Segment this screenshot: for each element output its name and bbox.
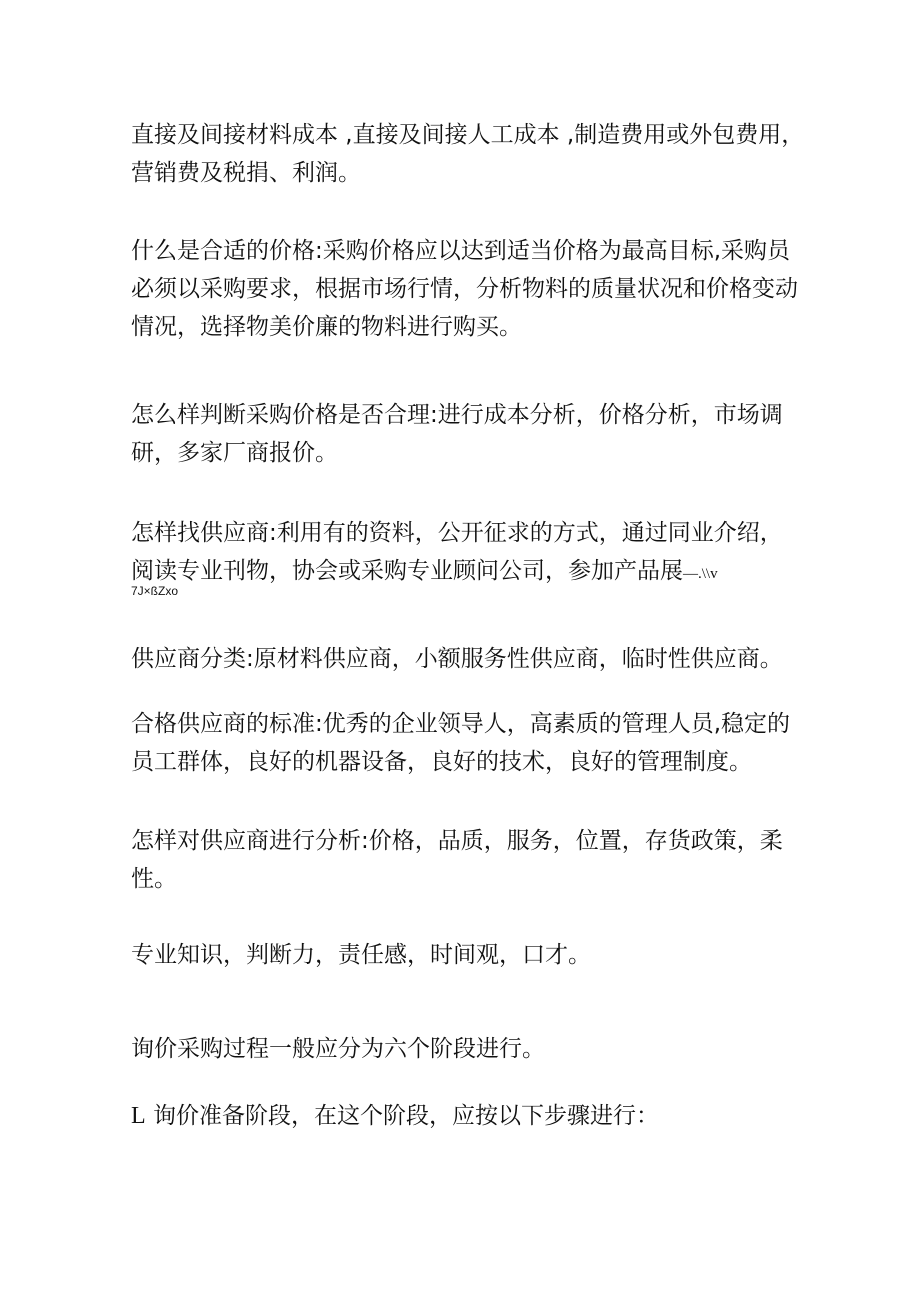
text-line: 必须以采购要求，根据市场行情，分析物料的质量状况和价格变动 bbox=[131, 276, 798, 302]
paragraph-supplier-types bbox=[131, 640, 811, 678]
text-line: 专业知识，判断力，责任感，时间观，口才。 bbox=[131, 942, 591, 968]
text-line: 合格供应商的标准:优秀的企业领导人，高素质的管理人员,稳定的 bbox=[131, 711, 791, 737]
paragraph-supplier-analysis bbox=[131, 822, 811, 898]
text-line: 性。 bbox=[131, 866, 177, 892]
list-marker: L bbox=[131, 1103, 146, 1129]
text-line: 研，多家厂商报价。 bbox=[131, 440, 338, 466]
paragraph-price-judgement bbox=[131, 396, 811, 472]
text-line: 员工群体，良好的机器设备，良好的技术，良好的管理制度。 bbox=[131, 749, 752, 775]
paragraph-find-suppliers bbox=[131, 514, 811, 598]
paragraph-qualified-supplier bbox=[131, 705, 811, 781]
text-line bbox=[131, 552, 811, 590]
garbled-small-note: 7J×ßZxo bbox=[131, 584, 179, 598]
paragraph-professional-skills bbox=[131, 936, 811, 974]
text-line: 询价采购过程一般应分为六个阶段进行。 bbox=[131, 1036, 545, 1062]
paragraph-cost-composition bbox=[131, 116, 811, 192]
text-line: 情况，选择物美价廉的物料进行购买。 bbox=[131, 314, 522, 340]
text-line: 营销费及税捐、利润。 bbox=[131, 160, 361, 186]
text-line-main: 询价准备阶段，在这个阶段，应按以下步骤进行： bbox=[145, 1103, 659, 1129]
paragraph-preparation-stage bbox=[131, 1097, 811, 1135]
text-line: 怎么样判断采购价格是否合理:进行成本分析，价格分析，市场调 bbox=[131, 402, 783, 428]
text-line bbox=[131, 1097, 811, 1135]
text-line: 怎样对供应商进行分析:价格，品质，服务，位置，存货政策，柔 bbox=[131, 828, 783, 854]
text-line: 怎样找供应商:利用有的资料，公开征求的方式，通过同业介绍， bbox=[131, 520, 783, 546]
paragraph-appropriate-price bbox=[131, 232, 811, 346]
garbled-inline-note: —.\\v bbox=[683, 566, 718, 582]
text-line-main: 阅读专业刊物，协会或采购专业顾问公司，参加产品展 bbox=[131, 558, 683, 584]
text-line: 直接及间接材料成本 ,直接及间接人工成本 ,制造费用或外包费用， bbox=[131, 122, 805, 148]
text-line: 供应商分类:原材料供应商，小额服务性供应商，临时性供应商。 bbox=[131, 646, 783, 672]
paragraph-inquiry-stages bbox=[131, 1030, 811, 1068]
text-line: 什么是合适的价格:采购价格应以达到适当价格为最高目标,采购员 bbox=[131, 238, 791, 264]
